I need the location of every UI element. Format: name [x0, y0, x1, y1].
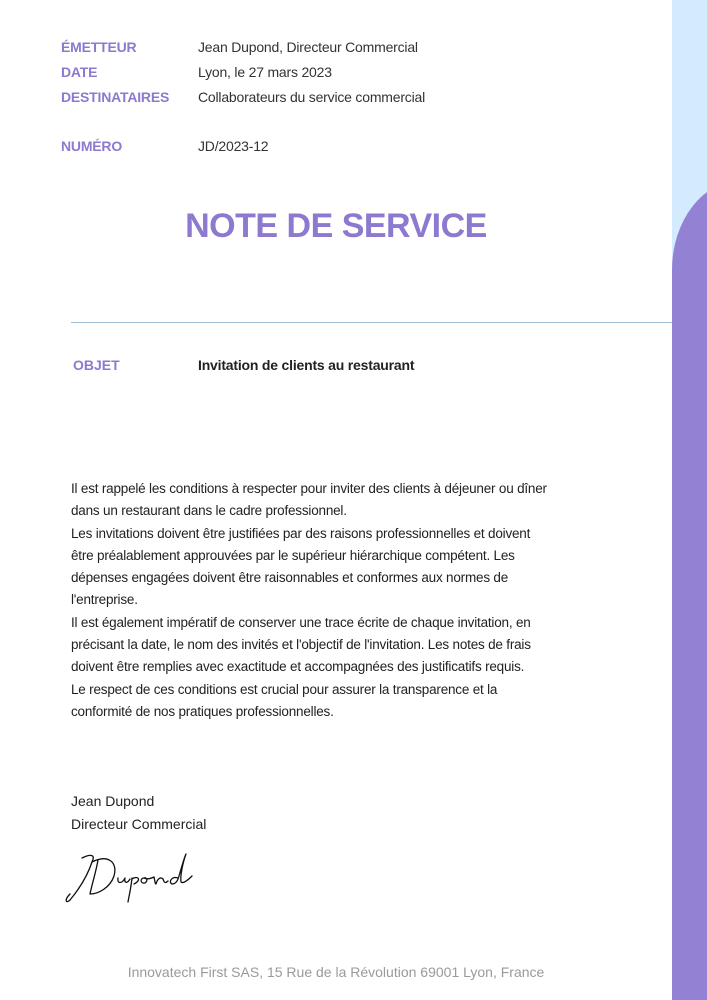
body-line: dépenses engagées doivent être raisonnables et conformes aux normes de [71, 570, 509, 586]
body-line: doivent être remplies avec exactitude et accompagnées des justificatifs requis. [71, 659, 525, 675]
body-line: être préalablement approuvées par le supérieur hiérarchique compétent. Les [71, 547, 515, 563]
signatory-block [71, 790, 206, 836]
destinataires-label: DESTINATAIRES [61, 89, 170, 105]
body-text [71, 478, 591, 723]
date-label: DATE [61, 64, 98, 80]
page-title: NOTE DE SERVICE [185, 207, 487, 245]
emetteur-value: Jean Dupond, Directeur Commercial [198, 39, 418, 55]
side-decor-purple [672, 180, 707, 1000]
body-line: conformité de nos pratiques professionnelles. [71, 703, 334, 719]
body-line: précisant la date, le nom des invités et l'objectif de l'invitation. Les notes de frais [71, 637, 531, 653]
objet-value: Invitation de clients au restaurant [198, 357, 415, 373]
body-line: Les invitations doivent être justifiées par des raisons professionnelles et doivent [71, 525, 531, 541]
destinataires-value: Collaborateurs du service commercial [198, 89, 425, 105]
body-line: Il est rappelé les conditions à respecter pour inviter des clients à déjeuner ou dîner [71, 481, 547, 496]
signatory-role: Directeur Commercial [71, 816, 207, 832]
numero-label: NUMÉRO [61, 138, 123, 154]
objet-label: OBJET [73, 357, 120, 373]
divider [71, 322, 672, 323]
body-line: dans un restaurant dans le cadre professionnel. [71, 503, 347, 519]
body-line: Le respect de ces conditions est crucial pour assurer la transparence et la [71, 681, 498, 697]
footer-address: Innovatech First SAS, 15 Rue de la Révolution 69001 Lyon, France [127, 964, 545, 980]
handwritten-signature [62, 848, 197, 908]
emetteur-label: ÉMETTEUR [61, 39, 137, 55]
body-line: l'entreprise. [71, 592, 138, 608]
date-value: Lyon, le 27 mars 2023 [198, 64, 332, 80]
numero-value: JD/2023-12 [198, 138, 269, 154]
body-line: Il est également impératif de conserver une trace écrite de chaque invitation, en [71, 614, 531, 630]
signatory-name: Jean Dupond [71, 793, 155, 809]
